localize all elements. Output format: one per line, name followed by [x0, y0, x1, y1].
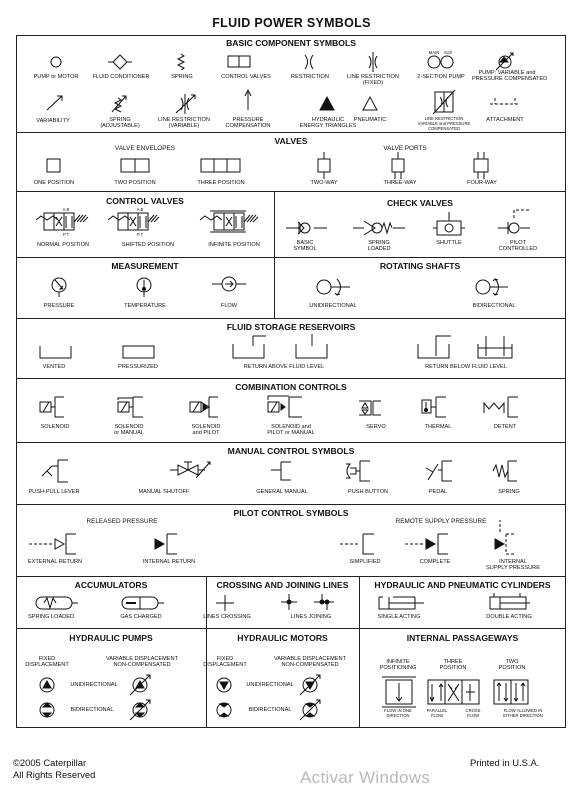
label-servo: SERVO [366, 424, 386, 430]
label-motor-uni: UNIDIRECTIONAL [246, 682, 294, 688]
label-pump-uni: UNIDIRECTIONAL [70, 682, 118, 688]
label-motor-variable: VARIABLE DISPLACEMENT NON-COMPENSATED [273, 656, 346, 669]
solenoid-manual-control-icon [118, 397, 143, 417]
label-single-acting: SINGLE ACTING [377, 614, 421, 620]
label-vented: VENTED [42, 364, 66, 370]
one-position-icon [47, 159, 60, 172]
label-pneumatic: PNEUMATIC [353, 117, 387, 123]
label-hydraulic-energy-triangles: HYDRAULIC ENERGY TRIANGLES [299, 117, 357, 130]
label-2-section-pump: 2-SECTION PUMP [417, 74, 465, 80]
line-restriction-variable-icon [176, 94, 195, 114]
control-valves-icon [228, 56, 250, 67]
label-control-valves: CONTROL VALVES [221, 74, 271, 80]
section-header-check-valves: CHECK VALVES [386, 198, 454, 208]
pump-fixed-uni-icon [40, 678, 54, 692]
label-detent: DETENT [493, 424, 517, 430]
check-valve-basic-icon [286, 222, 327, 234]
label-cross-flow: CROSS FLOW [465, 708, 481, 718]
check-valve-spring-icon [353, 221, 405, 235]
label-simplified: SIMPLIFIED [349, 559, 381, 565]
pump-motor-icon [51, 57, 61, 67]
label-push-pull-lever: PUSH-PULL LEVER [28, 489, 80, 495]
label-spring-loaded: SPRING LOADED [367, 240, 391, 253]
label-three-way: THREE-WAY [383, 180, 417, 186]
label-line-restriction-variable-compensated: LINE RESTRICTION VARIABLE and PRESSURE COMPENSATED [417, 116, 471, 131]
label-push-button: PUSH BUTTON [348, 489, 388, 495]
section-header-reservoirs: FLUID STORAGE RESERVOIRS [226, 322, 356, 332]
label-internal-supply-pressure: INTERNAL SUPPLY PRESSURE [486, 559, 540, 572]
spring-adjustable-icon [112, 96, 126, 112]
label-temperature: TEMPERATURE [124, 303, 166, 309]
section-header-measurement: MEASUREMENT [111, 261, 179, 271]
reservoir-pressurized-icon [123, 346, 154, 358]
label-complete: COMPLETE [419, 559, 451, 565]
label-accumulator-gas: GAS CHARGED [120, 614, 162, 620]
activation-watermark: Activar Windows [300, 768, 431, 787]
section-header-pilot: PILOT CONTROL SYMBOLS [233, 508, 349, 518]
label-four-way: FOUR-WAY [467, 180, 497, 186]
label-unidirectional-shaft: UNIDIRECTIONAL [309, 303, 357, 309]
check-valve-pilot-icon [498, 210, 530, 234]
section-header-crossing: CROSSING AND JOINING LINES [216, 580, 349, 590]
accumulator-spring-icon [36, 597, 78, 609]
rights-text: All Rights Reserved [13, 769, 96, 780]
label-return-above: RETURN ABOVE FLUID LEVEL [243, 364, 325, 370]
label-normal-position: NORMAL POSITION [36, 242, 89, 248]
section-header-cylinders: HYDRAULIC AND PNEUMATIC CYLINDERS [374, 580, 551, 590]
section-header-valves: VALVES [274, 136, 308, 146]
cylinder-single-acting-icon [379, 597, 424, 609]
label-solenoid-pilot: SOLENOID and PILOT [191, 424, 221, 437]
label-pump-variable: PUMP: VARIABLE and PRESSURE COMPENSATED [472, 70, 548, 83]
label-pump-variable: VARIABLE DISPLACEMENT NON-COMPENSATED [105, 656, 178, 669]
label-released-pressure: RELEASED PRESSURE [86, 518, 158, 525]
variability-icon [47, 96, 62, 110]
label-spring: SPRING [171, 74, 193, 80]
temperature-gauge-icon [137, 278, 151, 297]
label-accumulator-spring: SPRING LOADED [27, 614, 74, 620]
control-valve-normal-icon [36, 213, 88, 230]
attachment-icon [490, 98, 520, 104]
flow-meter-icon [212, 277, 246, 291]
label-pilot-controlled: PILOT CONTROLLED [498, 240, 538, 253]
label-ports-pt: P T [136, 232, 144, 237]
label-infinite-position: INFINITE POSITION [208, 242, 260, 248]
label-flow-either-direction: FLOW ALLOWED IN EITHER DIRECTION [503, 708, 543, 718]
label-pressurized: PRESSURIZED [118, 364, 158, 370]
accumulator-gas-icon [122, 597, 164, 609]
label-pump-bi: BIDIRECTIONAL [70, 707, 114, 713]
pilot-internal-return-icon [155, 534, 177, 554]
restriction-icon [305, 55, 313, 69]
pneumatic-triangle-icon [363, 97, 377, 110]
label-double-acting: DOUBLE ACTING [486, 614, 532, 620]
label-spring-manual: SPRING [498, 489, 520, 495]
label-motor-fixed: FIXED DISPLACEMENT [203, 656, 247, 669]
label-solenoid-manual: SOLENOID or MANUAL [114, 424, 144, 437]
section-header-pumps: HYDRAULIC PUMPS [69, 633, 153, 643]
label-pressure: PRESSURE [43, 303, 75, 309]
label-lines-crossing: LINES CROSSING [203, 614, 251, 620]
solenoid-pilot-control-icon [190, 397, 218, 417]
motor-variable-bi-icon [300, 700, 320, 720]
label-flow: FLOW [220, 303, 238, 309]
motor-variable-uni-icon [300, 675, 320, 695]
three-way-port-icon [392, 152, 404, 179]
label-infinite-positioning: INFINITE POSITIONING [379, 659, 417, 672]
push-pull-lever-icon [42, 460, 68, 482]
copyright-text: ©2005 Caterpillar [13, 757, 87, 768]
label-remote-supply-pressure: REMOTE SUPPLY PRESSURE [395, 518, 487, 525]
pilot-simplified-icon [340, 534, 374, 554]
label-line-restriction-fixed: LINE RESTRICTION (FIXED) [347, 74, 399, 87]
label-pedal: PEDAL [428, 489, 448, 495]
pressure-gauge-icon [52, 278, 66, 297]
label-valve-ports: VALVE PORTS [383, 145, 427, 152]
motor-fixed-bi-icon [217, 703, 231, 717]
label-thermal: THERMAL [424, 424, 452, 430]
servo-control-icon [359, 401, 381, 415]
pilot-external-return-icon [29, 534, 76, 554]
four-way-port-icon [474, 152, 488, 179]
fluid-conditioner-icon [108, 55, 132, 69]
section-header-manual: MANUAL CONTROL SYMBOLS [227, 446, 355, 456]
label-valve-envelopes: VALVE ENVELOPES [114, 145, 176, 152]
section-header-combination: COMBINATION CONTROLS [235, 382, 347, 392]
label-pressure-compensation: PRESSURE COMPENSATION [225, 117, 271, 130]
section-header-control-valves: CONTROL VALVES [106, 196, 184, 206]
pressure-compensation-icon [245, 90, 251, 110]
section-header-passageways: INTERNAL PASSAGEWAYS [406, 633, 519, 643]
label-ports-ab: A B [136, 207, 144, 212]
lines-joining-icon [281, 594, 334, 610]
line-restriction-variable-compensated-icon [433, 90, 455, 114]
two-section-pump-icon [428, 56, 453, 68]
label-flow-one-direction: FLOW IN ONE DIRECTION [384, 708, 412, 718]
label-solenoid-pilot-manual: SOLENOID and PILOT or MANUAL [267, 424, 315, 437]
general-manual-icon [271, 462, 291, 480]
reservoir-return-above-icon [233, 334, 327, 358]
label-parallel-flow: PARALLEL FLOW [426, 708, 448, 718]
label-manual-shutoff: MANUAL SHUTOFF [138, 489, 190, 495]
label-motor-bi: BIDIRECTIONAL [248, 707, 292, 713]
reservoir-return-below-icon [418, 336, 512, 358]
pilot-complete-icon [405, 534, 448, 554]
passageway-three-position-icon [428, 680, 479, 704]
label-external-return: EXTERNAL RETURN [27, 559, 83, 565]
label-two-way: TWO-WAY [310, 180, 338, 186]
label-ports-pt: P T [62, 232, 70, 237]
shaft-unidirectional-icon [317, 279, 350, 295]
label-line-restriction-variable: LINE RESTRICTION (VARIABLE) [158, 117, 210, 130]
label-restriction: RESTRICTION [291, 74, 329, 80]
label-three-position: THREE POSITION [197, 180, 245, 186]
label-solenoid: SOLENOID [40, 424, 70, 430]
reservoir-vented-icon [40, 346, 71, 358]
label-basic-symbol: BASIC SYMBOL [293, 240, 317, 253]
pump-fixed-bi-icon [40, 703, 54, 717]
spring-control-icon [493, 461, 517, 481]
spring-icon [178, 54, 184, 70]
pump-variable-uni-icon [130, 675, 150, 695]
shaft-bidirectional-icon [476, 279, 508, 295]
label-one-position: ONE POSITION [33, 180, 75, 186]
lines-crossing-icon [216, 595, 234, 611]
hydraulic-triangle-icon [320, 97, 334, 110]
label-return-below: RETURN BELOW FLUID LEVEL [425, 364, 507, 370]
label-spring-adjustable: SPRING (ADJUSTABLE) [100, 117, 140, 130]
pedal-icon [426, 461, 452, 481]
label-attachment: ATTACHMENT [486, 117, 524, 123]
label-fluid-conditioner: FLUID CONDITIONER [92, 74, 150, 80]
label-pump-fixed: FIXED DISPLACEMENT [25, 656, 69, 669]
passageway-two-position-icon [494, 680, 528, 704]
label-main: MAIN [428, 50, 440, 55]
motor-fixed-uni-icon [217, 678, 231, 692]
line-restriction-fixed-icon [369, 52, 377, 72]
solenoid-pilot-manual-control-icon [268, 396, 302, 417]
label-three-position-passage: THREE POSITION [439, 659, 467, 672]
section-header-accumulators: ACCUMULATORS [74, 580, 148, 590]
label-shifted-position: SHIFTED POSITION [121, 242, 175, 248]
label-variability: VARIABILITY [36, 118, 70, 124]
section-header-motors: HYDRAULIC MOTORS [237, 633, 328, 643]
label-shuttle: SHUTTLE [436, 240, 462, 246]
two-position-icon [121, 159, 149, 172]
solenoid-control-icon [40, 397, 64, 417]
label-ports-ab: A B [62, 207, 70, 212]
label-bidirectional-shaft: BIDIRECTIONAL [472, 303, 516, 309]
passageway-infinite-icon [382, 677, 416, 707]
label-lines-joining: LINES JOINING [290, 614, 332, 620]
printed-text: Printed in U.S.A. [470, 757, 540, 768]
control-valve-shifted-icon [108, 213, 159, 230]
label-aux: AUX [443, 50, 453, 55]
two-way-port-icon [318, 152, 330, 179]
cylinder-double-acting-icon [490, 593, 530, 609]
label-two-position: TWO POSITION [114, 180, 156, 186]
pump-variable-bi-icon [130, 700, 150, 720]
page-title: FLUID POWER SYMBOLS [212, 16, 371, 30]
label-two-position-passage: TWO POSITION [498, 659, 526, 672]
thermal-control-icon [422, 397, 446, 417]
label-internal-return: INTERNAL RETURN [142, 559, 196, 565]
three-position-icon [201, 159, 240, 172]
section-header-basic: BASIC COMPONENT SYMBOLS [226, 38, 356, 48]
label-pump-motor: PUMP or MOTOR [33, 74, 79, 80]
push-button-icon [346, 461, 370, 481]
shuttle-valve-icon [433, 212, 465, 235]
detent-control-icon [484, 397, 518, 417]
control-valve-infinite-icon [200, 211, 258, 232]
section-header-rotating-shafts: ROTATING SHAFTS [379, 261, 461, 271]
pump-variable-compensated-icon [496, 53, 513, 70]
label-general-manual: GENERAL MANUAL [256, 489, 308, 495]
manual-shutoff-icon [170, 462, 210, 478]
